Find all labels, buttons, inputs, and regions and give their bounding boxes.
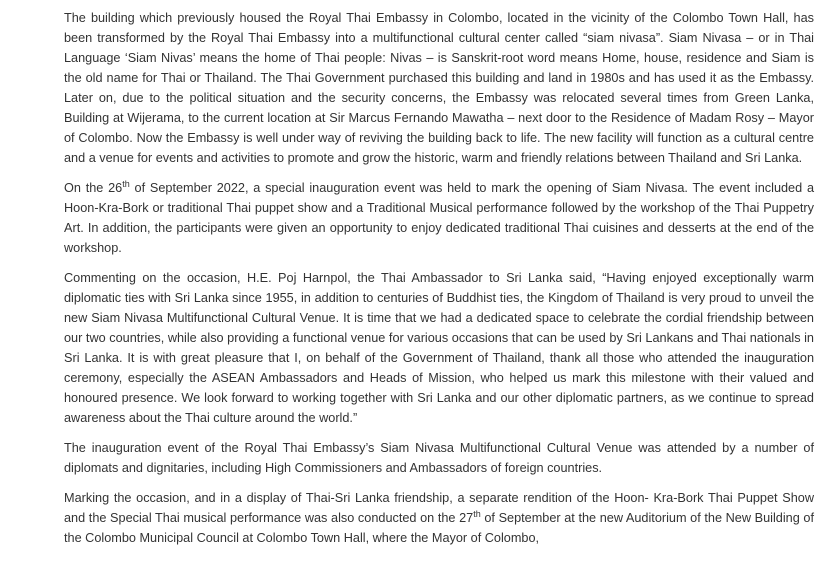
- paragraph-text: On the 26: [64, 181, 123, 195]
- paragraph-town-hall-rendition: [64, 488, 814, 548]
- paragraph-attendees: The inauguration event of the Royal Thai Embassy’s Siam Nivasa Multifunctional Cultural Venue was attended by a number of diplomats and dignitaries, including High Commissioners and Ambassadors of foreign countries.: [64, 441, 814, 475]
- article-body: [64, 8, 814, 558]
- paragraph-text: of September 2022, a special inauguration event was held to mark the opening of Siam Nivasa. The event included a Hoon-Kra-Bork or traditional Thai puppet show and a Traditional Musical performance followed by the workshop of the Thai Puppetry Art. In addition, the participants were given an opportunity to enjoy dedicated traditional Thai cuisines and desserts at the end of the workshop.: [64, 181, 814, 255]
- paragraph-text: of September at the new Auditorium of the New Building of the Colombo Municipal Council at Colombo Town Hall, where the Mayor of Colombo,: [64, 511, 814, 545]
- paragraph-text: Marking the occasion, and in a display of Thai-Sri Lanka friendship, a separate rendition of the Hoon- Kra-Bork Thai Puppet Show and the Special Thai musical performance was also conducted on the 27: [64, 491, 814, 525]
- ordinal-suffix: th: [473, 508, 481, 519]
- paragraph-siam-nivasa-history: The building which previously housed the Royal Thai Embassy in Colombo, located in the vicinity of the Colombo Town Hall, has been transformed by the Royal Thai Embassy into a multifunctional cultural center called “siam nivasa”. Siam Nivasa – or in Thai Language ‘Siam Nivas’ means the home of Thai people: Nivas – is Sanskrit-root word means Home, house, residence and Siam is the old name for Thai or Thailand. The Thai Government purchased this building and land in 1980s and has used it as the Embassy. Later on, due to the political situation and the security concerns, the Embassy was relocated several times from Green Lanka, Building at Wijerama, to the current location at Sir Marcus Fernando Mawatha – next door to the Residence of Madam Rosy – Mayor of Colombo. Now the Embassy is well under way of reviving the building back to life. The new facility will function as a cultural centre and a venue for events and activities to promote and grow the historic, warm and friendly relations between Thailand and Sri Lanka.: [64, 11, 814, 165]
- ordinal-suffix: th: [122, 178, 130, 189]
- paragraph-inauguration-event: [64, 178, 814, 258]
- paragraph-ambassador-quote: Commenting on the occasion, H.E. Poj Harnpol, the Thai Ambassador to Sri Lanka said, “Having enjoyed exceptionally warm diplomatic ties with Sri Lanka since 1955, in addition to centuries of Buddhist ties, the Kingdom of Thailand is very proud to unveil the new Siam Nivasa Multifunctional Cultural Venue. It is time that we had a dedicated space to celebrate the cordial friendship between our two countries, while also providing a functional venue for various occasions that can be used by Sri Lankans and Thai nationals in Sri Lanka. It is with great pleasure that I, on behalf of the Government of Thailand, thank all those who attended the inauguration ceremony, especially the ASEAN Ambassadors and Heads of Mission, who helped us mark this milestone with their valued and honoured presence. We look forward to working together with Sri Lanka and our other diplomatic partners, as we continue to spread awareness about the Thai culture around the world.”: [64, 271, 814, 425]
